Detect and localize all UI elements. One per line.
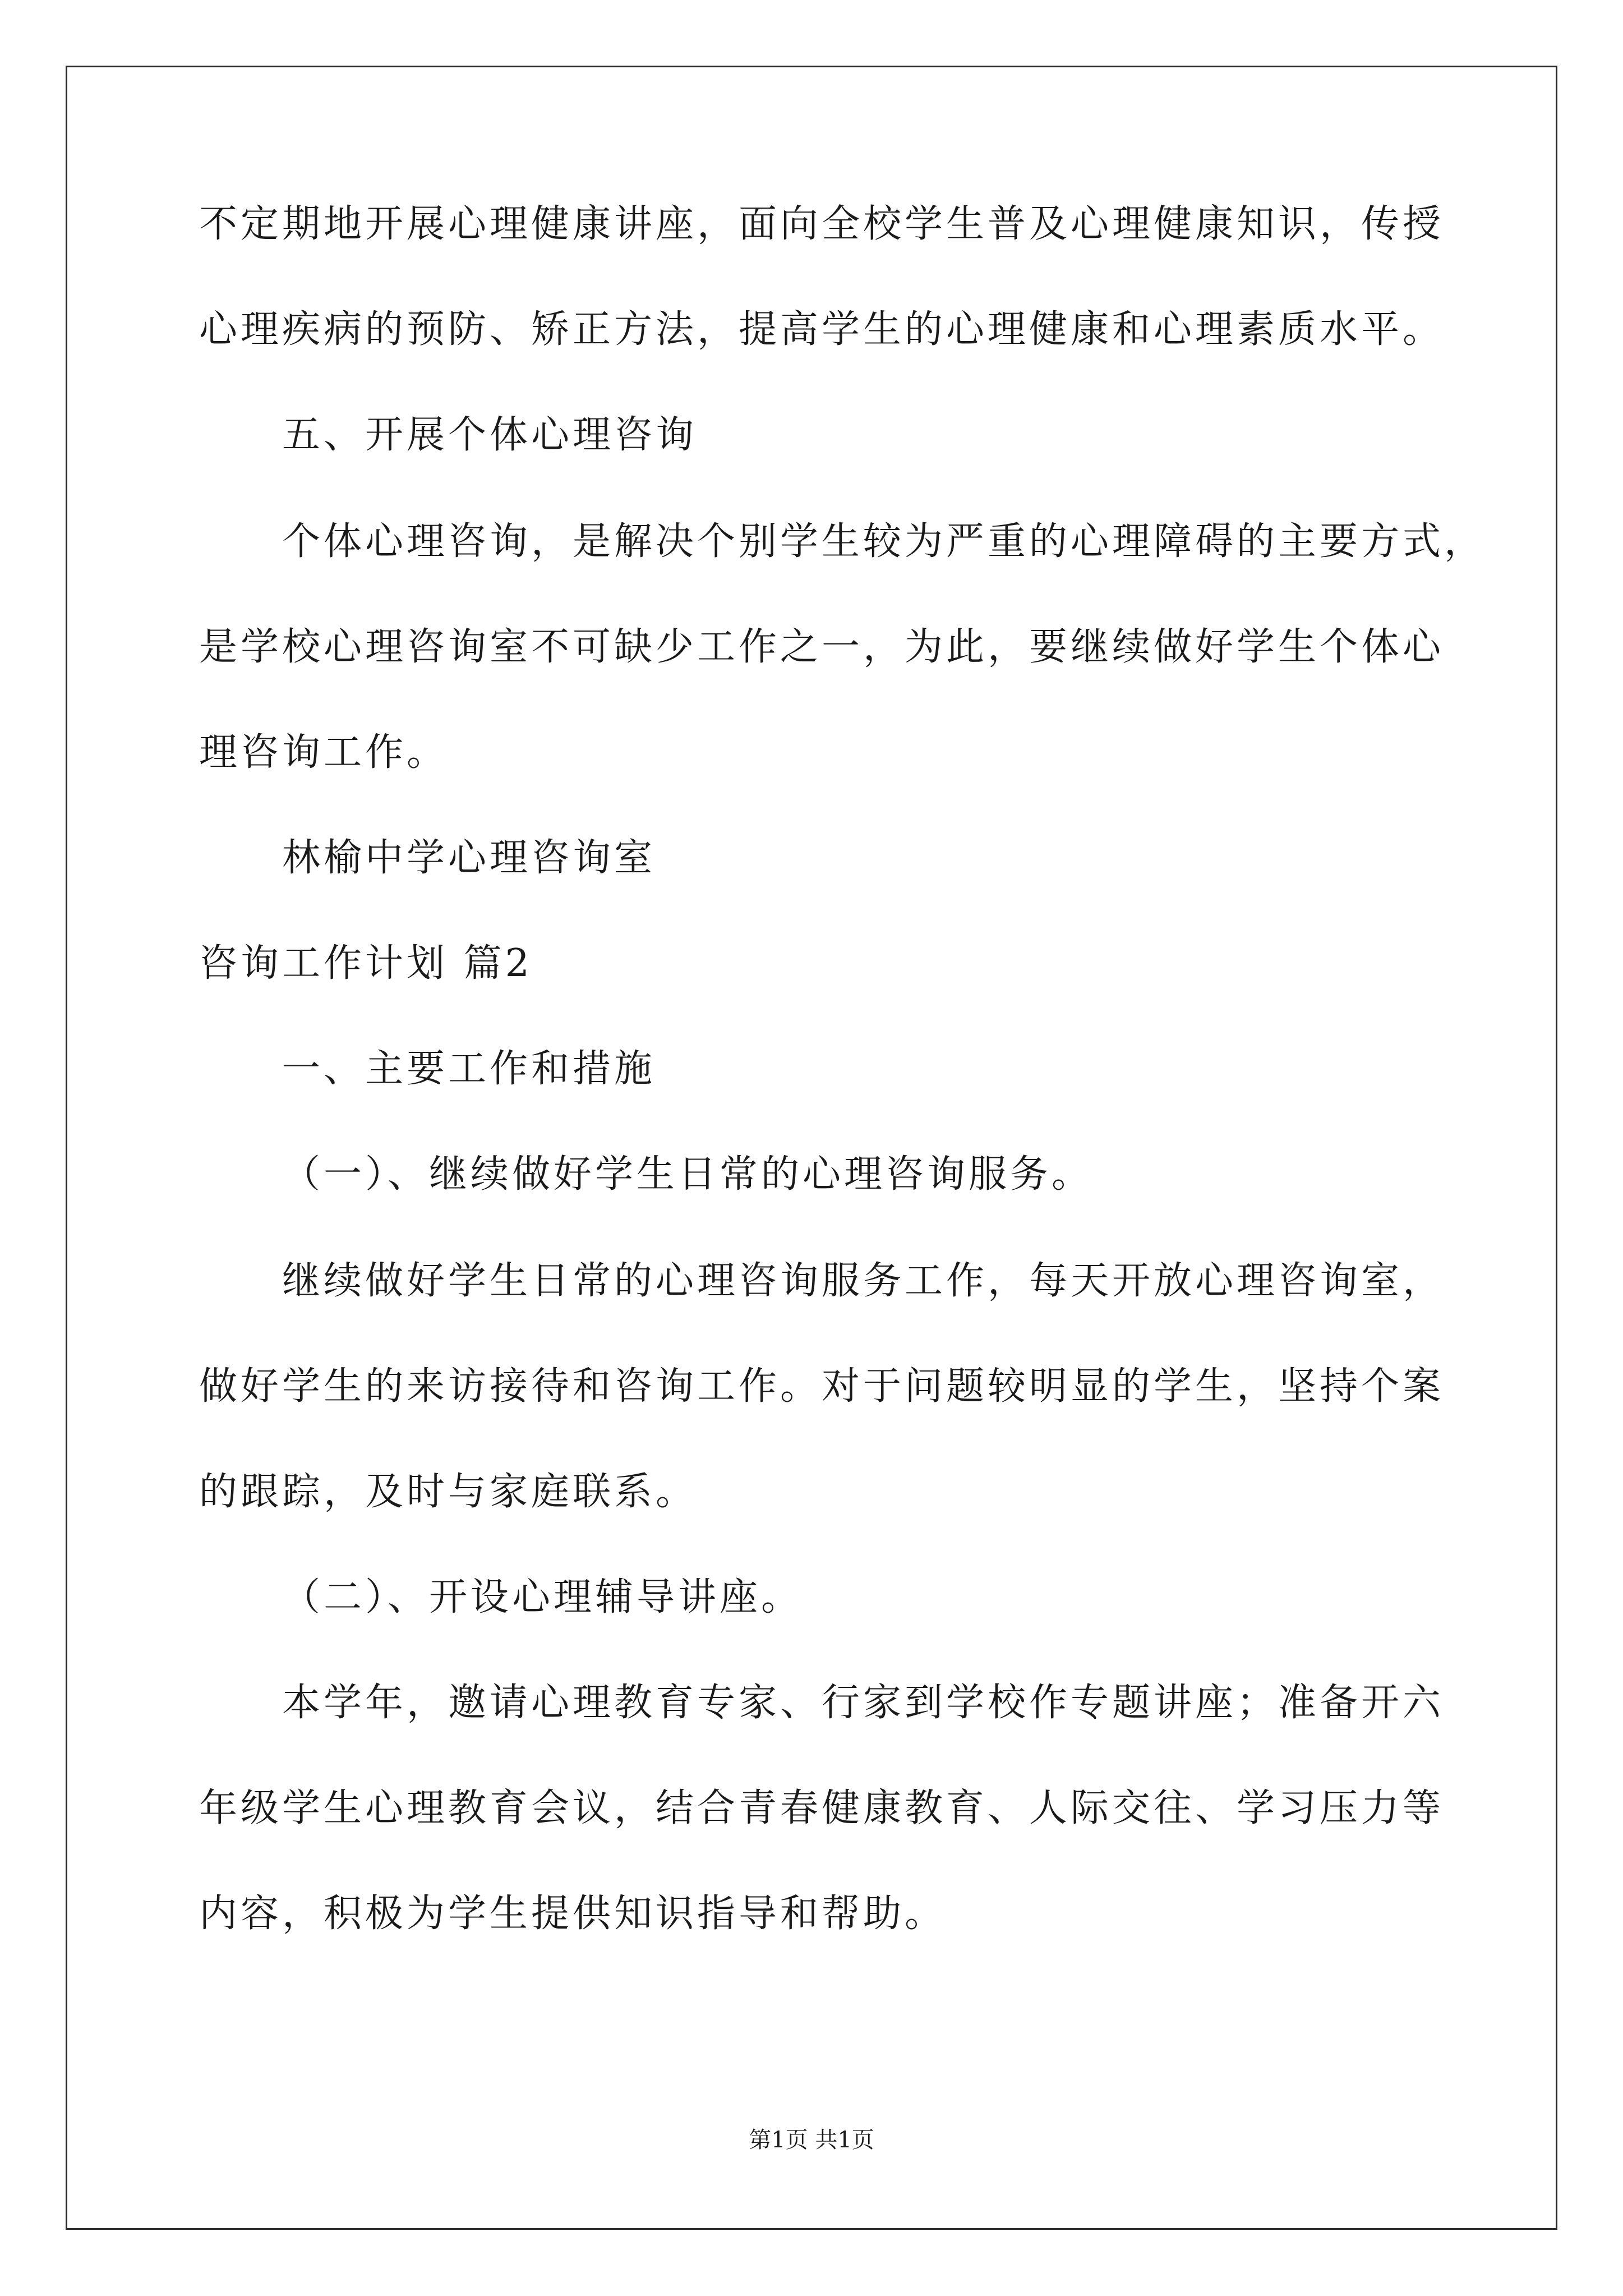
signature-line: 林榆中学心理咨询室 (282, 836, 656, 880)
paragraph-line: 做好学生的来访接待和咨询工作。对于问题较明显的学生，坚持个案 (199, 1364, 1445, 1409)
paragraph-line: 个体心理咨询，是解决个别学生较为严重的心理障碍的主要方式， (282, 519, 1486, 564)
paragraph-line: 心理疾病的预防、矫正方法，提高学生的心理健康和心理素质水平。 (199, 307, 1445, 352)
page-number: 第1页 共1页 (749, 2127, 874, 2153)
section-heading: 五、开展个体心理咨询 (282, 413, 698, 457)
paragraph-line: 的跟踪，及时与家庭联系。 (199, 1470, 698, 1514)
document-title: 咨询工作计划 篇2 (199, 941, 533, 986)
subsection-heading: （一）、继续做好学生日常的心理咨询服务。 (282, 1152, 1094, 1197)
paragraph-line: 年级学生心理教育会议，结合青春健康教育、人际交往、学习压力等 (199, 1786, 1445, 1830)
paragraph-line: 理咨询工作。 (199, 730, 449, 775)
paragraph-line: 本学年，邀请心理教育专家、行家到学校作专题讲座；准备开六 (282, 1681, 1445, 1725)
section-heading: 一、主要工作和措施 (282, 1047, 656, 1091)
paragraph-line: 内容，积极为学生提供知识指导和帮助。 (199, 1892, 947, 1936)
paragraph-line: 继续做好学生日常的心理咨询服务工作，每天开放心理咨询室， (282, 1259, 1445, 1303)
subsection-heading: （二）、开设心理辅导讲座。 (282, 1575, 803, 1619)
paragraph-line: 不定期地开展心理健康讲座，面向全校学生普及心理健康知识，传授 (199, 202, 1445, 246)
paragraph-line: 是学校心理咨询室不可缺少工作之一，为此，要继续做好学生个体心 (199, 625, 1445, 669)
